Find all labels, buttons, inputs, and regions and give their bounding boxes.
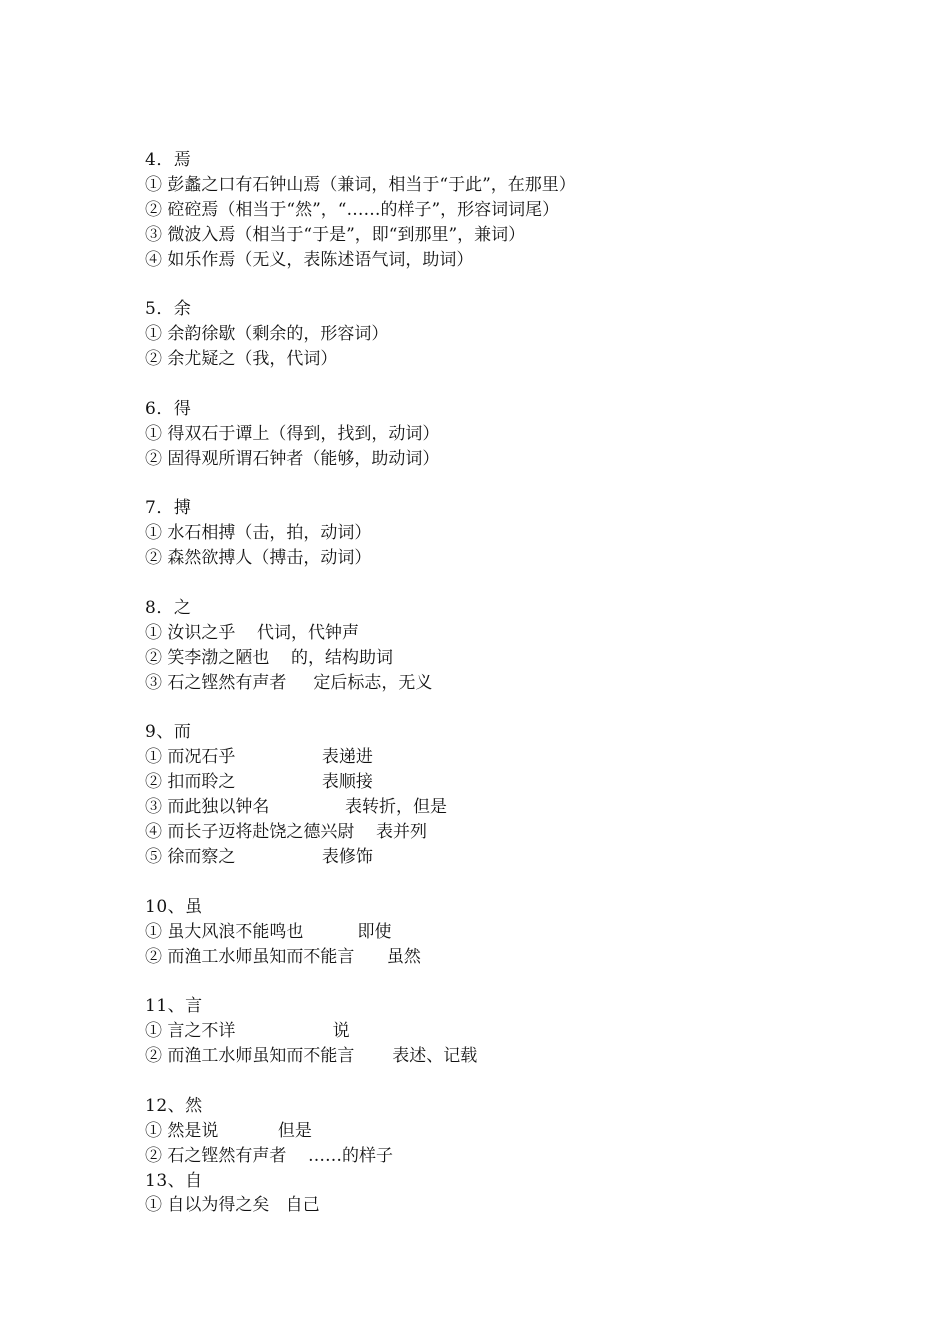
section-spacer <box>145 372 845 397</box>
section-spacer <box>145 870 845 895</box>
section-heading: 4．焉 <box>145 150 192 170</box>
section-heading: 12、然 <box>145 1095 203 1116</box>
list-item: ① 言之不详 说 <box>145 1021 350 1042</box>
section-spacer <box>145 1069 845 1094</box>
list-item: ① 而况石乎 表递进 <box>145 747 373 768</box>
list-item: ① 虽大风浪不能鸣也 即使 <box>145 921 392 942</box>
list-item: ④ 如乐作焉（无义，表陈述语气词，助词） <box>145 249 474 270</box>
section-spacer <box>145 696 845 721</box>
list-item: ⑤ 徐而察之 表修饰 <box>145 846 373 867</box>
list-item: ④ 而长子迈将赴饶之德兴尉 表并列 <box>145 822 428 843</box>
document-body <box>145 148 845 1218</box>
section-heading: 9、而 <box>145 722 192 743</box>
section-spacer <box>145 571 845 596</box>
list-item: ① 彭蠡之口有石钟山焉（兼词，相当于“于此”，在那里） <box>145 174 576 195</box>
list-item: ② 而渔工水师虽知而不能言 虽然 <box>145 946 421 967</box>
section-spacer <box>145 272 845 297</box>
section-heading: 7．搏 <box>145 498 192 519</box>
list-item: ① 汝识之乎 代词，代钟声 <box>145 622 360 643</box>
list-item: ① 余韵徐歇（剩余的，形容词） <box>145 324 389 345</box>
list-item: ② 扣而聆之 表顺接 <box>145 772 373 793</box>
list-item: ② 石之铿然有声者 ……的样子 <box>145 1145 394 1166</box>
list-item: ① 然是说 但是 <box>145 1120 312 1141</box>
list-item: ② 而渔工水师虽知而不能言 表述、记载 <box>145 1046 478 1067</box>
list-item: ③ 石之铿然有声者 定后标志，无义 <box>145 672 433 693</box>
list-item: ② 笑李渤之陋也 的，结构助词 <box>145 647 394 668</box>
list-item: ③ 微波入焉（相当于“于是”，即“到那里”，兼词） <box>145 224 526 245</box>
section-heading: 6．得 <box>145 398 192 419</box>
list-item: ① 水石相搏（击，拍，动词） <box>145 523 372 544</box>
list-item: ② 硿硿焉（相当于“然”，“……的样子”，形容词词尾） <box>145 199 560 220</box>
list-item: ③ 而此独以钟名 表转折，但是 <box>145 797 448 818</box>
section-heading: 11、言 <box>145 996 203 1017</box>
section-heading: 8．之 <box>145 598 192 619</box>
section-spacer <box>145 472 845 497</box>
section-heading: 10、虽 <box>145 896 203 917</box>
section-heading: 5．余 <box>145 299 192 320</box>
section-heading: 13、自 <box>145 1170 203 1191</box>
section-spacer <box>145 969 845 994</box>
list-item: ② 余尤疑之（我，代词） <box>145 349 338 370</box>
list-item: ① 得双石于谭上（得到，找到，动词） <box>145 423 440 444</box>
list-item: ① 自以为得之矣 自己 <box>145 1195 320 1216</box>
list-item: ② 森然欲搏人（搏击，动词） <box>145 548 372 569</box>
list-item: ② 固得观所谓石钟者（能够，助动词） <box>145 448 440 469</box>
